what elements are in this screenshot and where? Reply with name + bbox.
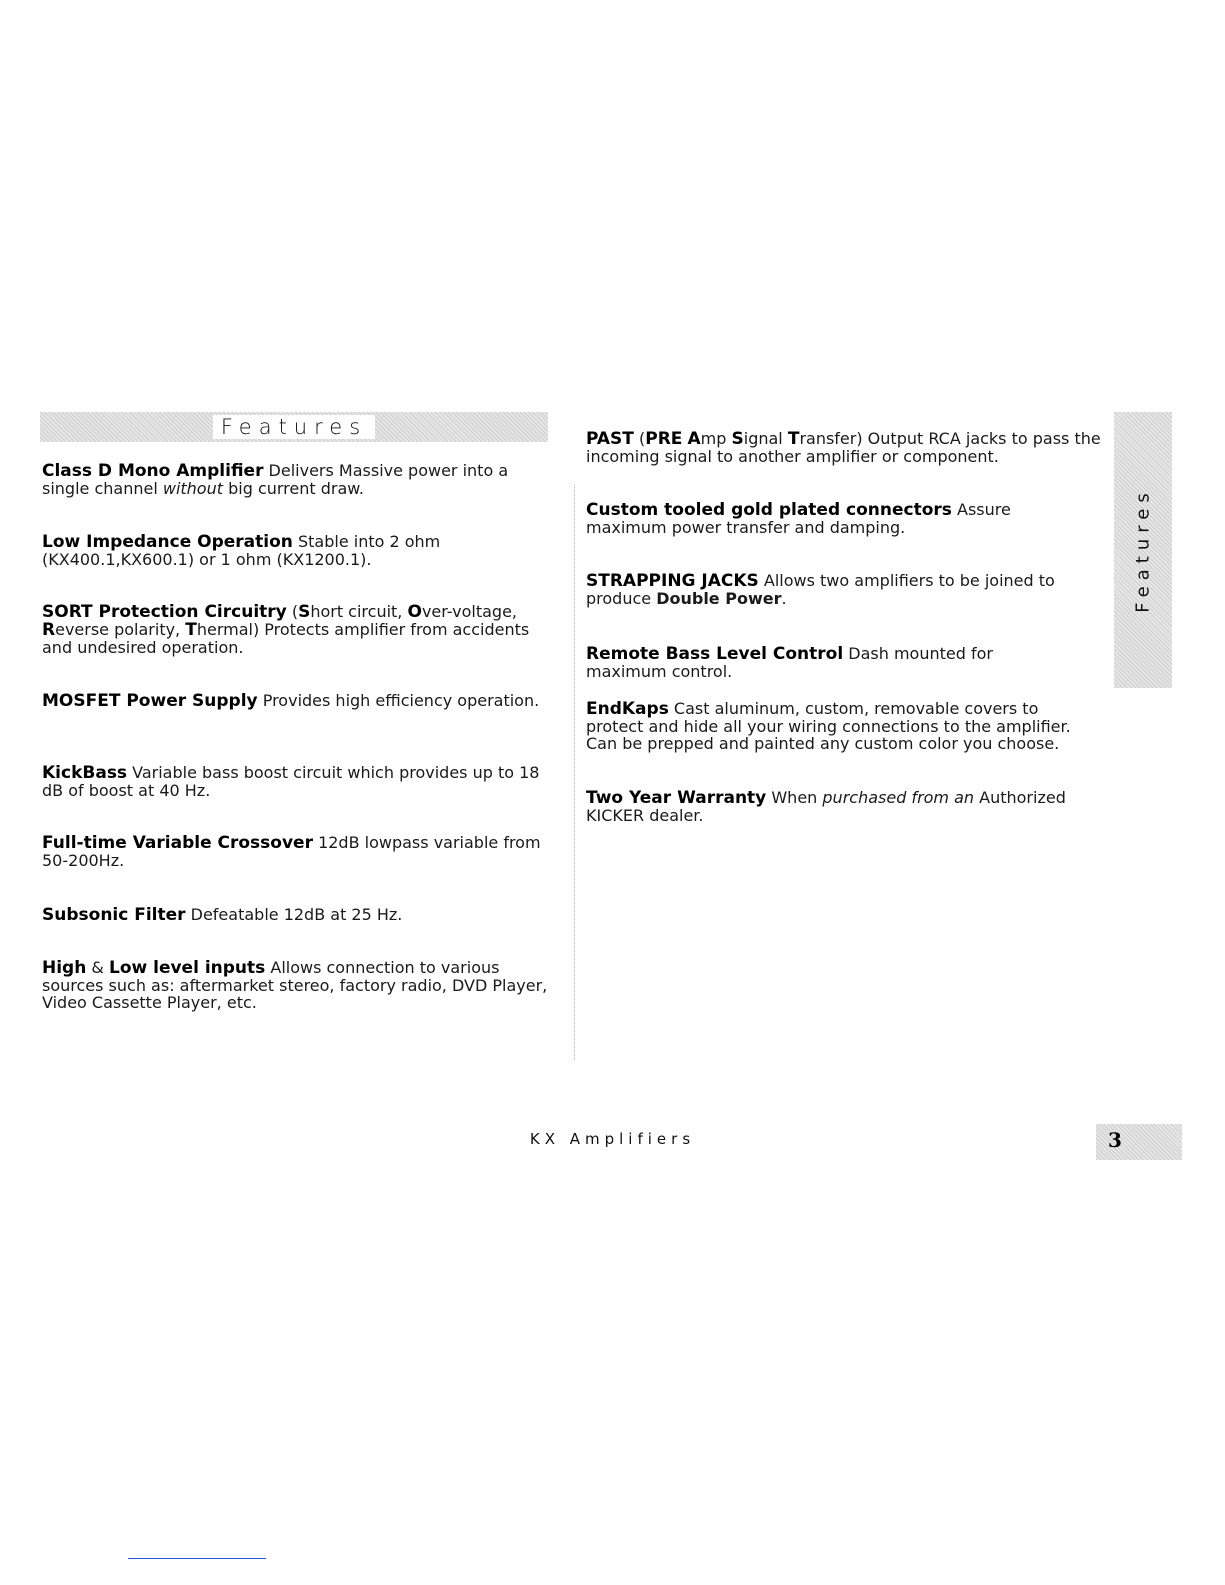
- feature-name: Custom tooled gold plated connectors: [586, 500, 952, 520]
- acronym-letter: S: [298, 602, 311, 622]
- feature-low-impedance: [42, 533, 542, 568]
- feature-desc: (: [633, 429, 646, 448]
- feature-warranty: [586, 789, 1102, 824]
- feature-desc: Authorized KICKER dealer.: [586, 788, 1066, 825]
- feature-emphasis: without: [162, 479, 224, 498]
- feature-inputs: [42, 959, 558, 1011]
- acronym-letter: PRE: [645, 429, 683, 449]
- bottom-link-line: [128, 1558, 266, 1559]
- feature-mosfet: [42, 692, 542, 710]
- feature-name: Low Impedance Operation: [42, 532, 293, 552]
- feature-desc: ignal: [743, 429, 788, 448]
- feature-name: SORT Protection Circuitry: [42, 602, 287, 622]
- section-header-banner: [40, 412, 548, 442]
- feature-desc: big current draw.: [223, 479, 364, 498]
- feature-desc: Provides high efficiency operation.: [257, 691, 540, 710]
- page-number-box: [1096, 1124, 1182, 1160]
- feature-desc: ver-voltage,: [421, 602, 518, 621]
- feature-desc: .: [781, 589, 787, 608]
- feature-name: Subsonic Filter: [42, 905, 186, 925]
- feature-desc: 12dB lowpass variable from 50-200Hz.: [42, 833, 541, 870]
- feature-name: Full-time Variable Crossover: [42, 833, 313, 853]
- feature-remote-bass: [586, 645, 1046, 680]
- feature-desc: hermal) Protects amplifier from accidents and undesired operation.: [42, 620, 530, 657]
- acronym-letter: T: [185, 620, 197, 640]
- feature-name: EndKaps: [586, 699, 669, 719]
- feature-class-d: [42, 462, 542, 497]
- feature-name: PAST: [586, 429, 634, 449]
- feature-desc: Assure maximum power transfer and damping.: [586, 500, 1011, 537]
- feature-name: KickBass: [42, 763, 128, 783]
- feature-name: Low level inputs: [108, 958, 266, 978]
- feature-name: STRAPPING JACKS: [586, 571, 759, 591]
- feature-emphasis: Double Power: [656, 589, 782, 608]
- side-section-tab: [1114, 412, 1172, 688]
- feature-emphasis: purchased from an: [822, 788, 975, 807]
- feature-name: MOSFET Power Supply: [42, 691, 258, 711]
- feature-desc: (: [286, 602, 299, 621]
- feature-desc: When: [766, 788, 823, 807]
- feature-desc: mp: [700, 429, 732, 448]
- feature-desc: everse polarity,: [55, 620, 186, 639]
- feature-desc: Defeatable 12dB at 25 Hz.: [185, 905, 403, 924]
- feature-desc: ransfer) Output RCA jacks to pass the incoming signal to another amplifier or component.: [586, 429, 1101, 466]
- feature-name: Class D Mono Amplifier: [42, 461, 264, 481]
- feature-desc: Variable bass boost circuit which provides up to 18 dB of boost at 40 Hz.: [42, 763, 540, 800]
- column-divider: [574, 485, 575, 1060]
- feature-desc: Allows two amplifiers to be joined to produce: [586, 571, 1055, 608]
- page-number: 3: [1108, 1128, 1122, 1152]
- acronym-letter: S: [731, 429, 744, 449]
- feature-connectors: [586, 501, 1056, 536]
- feature-name: Remote Bass Level Control: [586, 644, 844, 664]
- feature-crossover: [42, 834, 554, 869]
- feature-kickbass: [42, 764, 554, 799]
- acronym-letter: T: [787, 429, 800, 449]
- feature-desc: &: [86, 958, 109, 977]
- section-title: Features: [213, 415, 375, 439]
- feature-subsonic: [42, 906, 554, 924]
- feature-endkaps: [586, 700, 1096, 752]
- feature-desc: hort circuit,: [310, 602, 408, 621]
- acronym-letter: A: [687, 429, 701, 449]
- acronym-letter: O: [407, 602, 422, 622]
- feature-desc: Stable into 2 ohm (KX400.1,KX600.1) or 1 ohm (KX1200.1).: [42, 532, 441, 569]
- feature-sort-protection: [42, 603, 554, 656]
- feature-strapping-jacks: [586, 572, 1086, 607]
- feature-desc: Delivers Massive power into a single channel: [42, 461, 509, 498]
- acronym-letter: R: [42, 620, 56, 640]
- feature-desc: Allows connection to various sources such as: aftermarket stereo, factory radio, DVD Player, Video Cassette Player, etc.: [42, 958, 548, 1012]
- feature-desc: Cast aluminum, custom, removable covers to protect and hide all your wiring connections to the amplifier. Can be prepped and painted any custom color you choose.: [586, 699, 1071, 753]
- feature-name: High: [42, 958, 87, 978]
- footer-title: KX Amplifiers: [529, 1130, 696, 1148]
- feature-desc: Dash mounted for maximum control.: [586, 644, 993, 681]
- feature-name: Two Year Warranty: [586, 788, 767, 808]
- side-tab-title: Features: [1132, 487, 1154, 613]
- feature-past: [586, 430, 1110, 465]
